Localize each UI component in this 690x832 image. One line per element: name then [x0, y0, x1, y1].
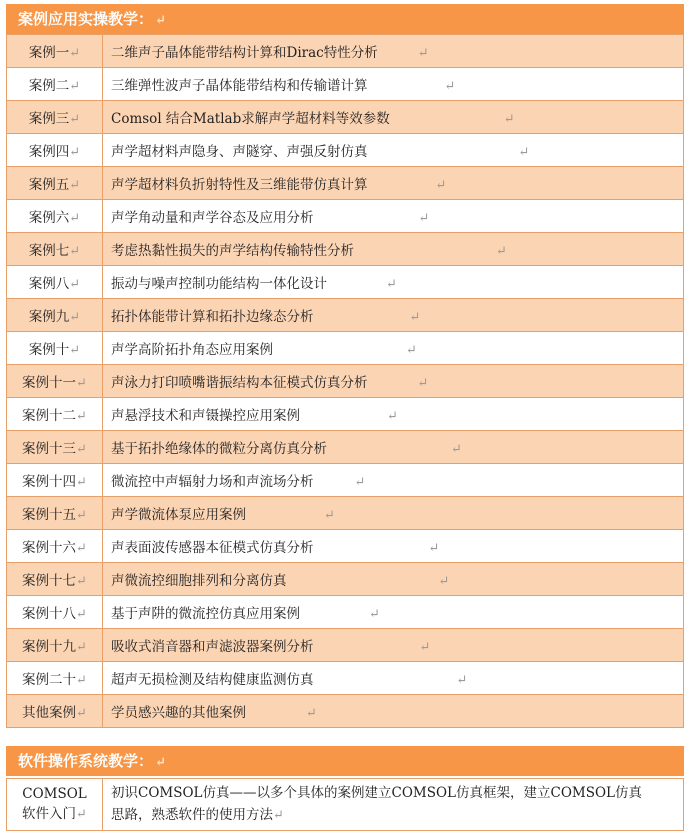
paragraph-mark-icon: ↵: [438, 574, 450, 589]
case-label: 案例八: [28, 276, 70, 292]
case-label: 案例十: [28, 342, 70, 358]
paragraph-mark-icon: ↵: [387, 409, 398, 424]
software-desc-cell: [103, 779, 684, 831]
case-description: 微流控中声辐射力场和声流场分析: [111, 474, 314, 490]
paragraph-mark-icon: ↵: [444, 79, 456, 94]
paragraph-mark-icon: ↵: [69, 46, 81, 61]
paragraph-mark-icon: ↵: [306, 706, 317, 721]
table-row: [7, 398, 684, 431]
software-table: [6, 778, 684, 831]
section-header-cases: [6, 4, 684, 34]
paragraph-mark-icon: ↵: [369, 607, 380, 622]
paragraph-mark-icon: ↵: [76, 541, 87, 556]
paragraph-mark-icon: ↵: [435, 178, 447, 193]
case-desc-cell: [103, 332, 684, 365]
case-label-cell: [7, 365, 103, 398]
paragraph-mark-icon: ↵: [324, 508, 335, 523]
case-desc-cell: [103, 497, 684, 530]
paragraph-mark-icon: ↵: [409, 310, 421, 325]
table-row: [7, 497, 684, 530]
paragraph-mark-icon: ↵: [69, 244, 81, 259]
paragraph-mark-icon: ↵: [386, 277, 397, 292]
paragraph-mark-icon: ↵: [273, 808, 284, 823]
paragraph-mark-icon: ↵: [76, 442, 87, 457]
case-desc-cell: [103, 266, 684, 299]
case-description: 声学角动量和声学谷态及应用分析: [111, 210, 314, 226]
paragraph-mark-icon: ↵: [69, 310, 81, 325]
case-desc-cell: [103, 464, 684, 497]
case-description: 声微流控细胞排列和分离仿真: [111, 573, 287, 589]
case-description: 声学超材料声隐身、声隧穿、声强反射仿真: [111, 144, 368, 160]
paragraph-mark-icon: ↵: [76, 508, 87, 523]
case-description: 超声无损检测及结构健康监测仿真: [111, 672, 314, 688]
case-label-cell: [7, 629, 103, 662]
table-row: [7, 233, 684, 266]
paragraph-mark-icon: ↵: [76, 706, 87, 721]
case-label-cell: [7, 134, 103, 167]
case-label-cell: [7, 101, 103, 134]
table-row: [7, 68, 684, 101]
case-label-cell: [7, 530, 103, 563]
case-label: 案例七: [28, 243, 70, 259]
case-desc-cell: [103, 563, 684, 596]
case-desc-cell: [103, 299, 684, 332]
case-label-cell: [7, 464, 103, 497]
table-row: [7, 134, 684, 167]
paragraph-mark-icon: ↵: [496, 244, 507, 259]
case-desc-cell: [103, 233, 684, 266]
case-label-cell: [7, 662, 103, 695]
paragraph-mark-icon: ↵: [76, 376, 87, 391]
case-description: 振动与噪声控制功能结构一体化设计: [111, 276, 327, 292]
case-label-cell: [7, 167, 103, 200]
case-label: 案例十三: [22, 441, 77, 457]
case-desc-cell: [103, 530, 684, 563]
paragraph-mark-icon: ↵: [155, 755, 166, 770]
case-label-cell: [7, 332, 103, 365]
software-desc-line2: 思路，熟悉软件的使用方法: [111, 807, 273, 823]
case-desc-cell: [103, 167, 684, 200]
paragraph-mark-icon: ↵: [69, 79, 81, 94]
paragraph-mark-icon: ↵: [69, 178, 81, 193]
case-description: 拓扑体能带计算和拓扑边缘态分析: [111, 309, 314, 325]
table-row: [7, 101, 684, 134]
table-row: [7, 596, 684, 629]
case-desc-cell: [103, 662, 684, 695]
case-label-cell: [7, 200, 103, 233]
paragraph-mark-icon: ↵: [418, 211, 430, 226]
case-label: 案例九: [28, 309, 70, 325]
case-desc-cell: [103, 695, 684, 728]
case-description: 声表面波传感器本征模式仿真分析: [111, 540, 314, 556]
paragraph-mark-icon: ↵: [406, 343, 417, 358]
paragraph-mark-icon: ↵: [417, 46, 429, 61]
table-row: [7, 167, 684, 200]
section-title-software: 软件操作系统教学：: [18, 752, 154, 770]
paragraph-mark-icon: ↵: [76, 607, 87, 622]
case-label-cell: [7, 431, 103, 464]
table-row: [7, 299, 684, 332]
case-desc-cell: [103, 200, 684, 233]
paragraph-mark-icon: ↵: [69, 277, 81, 292]
case-description: 基于拓扑绝缘体的微粒分离仿真分析: [111, 441, 327, 457]
paragraph-mark-icon: ↵: [428, 541, 440, 556]
table-row: [7, 779, 684, 831]
paragraph-mark-icon: ↵: [76, 475, 87, 490]
case-desc-cell: [103, 68, 684, 101]
case-label-cell: [7, 695, 103, 728]
case-label-cell: [7, 563, 103, 596]
case-label: 案例十一: [22, 375, 77, 391]
case-description: 学员感兴趣的其他案例: [111, 705, 246, 721]
section-header-software: [6, 746, 684, 776]
case-label: 案例二: [28, 78, 70, 94]
case-label-cell: [7, 299, 103, 332]
table-row: [7, 35, 684, 68]
case-label-cell: [7, 266, 103, 299]
case-label-cell: [7, 35, 103, 68]
case-label: 其他案例: [22, 705, 77, 721]
section-title-cases: 案例应用实操教学：: [18, 10, 154, 28]
software-label-line1: COMSOL: [22, 786, 87, 802]
paragraph-mark-icon: ↵: [76, 640, 87, 655]
case-desc-cell: [103, 101, 684, 134]
paragraph-mark-icon: ↵: [69, 211, 81, 226]
paragraph-mark-icon: ↵: [69, 145, 81, 160]
case-label: 案例十七: [22, 573, 77, 589]
case-description: 声悬浮技术和声镊操控应用案例: [111, 408, 300, 424]
case-description: 声学高阶拓扑角态应用案例: [111, 342, 273, 358]
table-row: [7, 695, 684, 728]
case-desc-cell: [103, 596, 684, 629]
paragraph-mark-icon: ↵: [503, 112, 515, 127]
case-description: 声学超材料负折射特性及三维能带仿真计算: [111, 177, 368, 193]
case-label-cell: [7, 596, 103, 629]
case-label-cell: [7, 68, 103, 101]
software-label-cell: [7, 779, 103, 831]
table-row: [7, 266, 684, 299]
paragraph-mark-icon: ↵: [69, 343, 81, 358]
paragraph-mark-icon: ↵: [354, 475, 366, 490]
case-desc-cell: [103, 629, 684, 662]
case-label: 案例十五: [22, 507, 77, 523]
paragraph-mark-icon: ↵: [417, 376, 429, 391]
paragraph-mark-icon: ↵: [76, 574, 87, 589]
case-desc-cell: [103, 365, 684, 398]
cases-table: [6, 34, 684, 728]
table-row: [7, 530, 684, 563]
paragraph-mark-icon: ↵: [76, 409, 87, 424]
case-label: 案例六: [28, 210, 70, 226]
paragraph-mark-icon: ↵: [76, 807, 87, 822]
table-row: [7, 332, 684, 365]
case-description: 声泳力打印喷嘴谐振结构本征模式仿真分析: [111, 375, 368, 391]
case-label: 案例十九: [22, 639, 77, 655]
case-label-cell: [7, 398, 103, 431]
paragraph-mark-icon: ↵: [518, 145, 530, 160]
case-label: 案例四: [28, 144, 70, 160]
case-desc-cell: [103, 398, 684, 431]
paragraph-mark-icon: ↵: [419, 640, 431, 655]
table-row: [7, 563, 684, 596]
case-description: Comsol 结合Matlab求解声学超材料等效参数: [111, 111, 390, 127]
paragraph-mark-icon: ↵: [155, 13, 166, 28]
table-row: [7, 629, 684, 662]
case-label: 案例一: [28, 45, 70, 61]
case-label-cell: [7, 233, 103, 266]
case-label: 案例三: [28, 111, 70, 127]
case-label: 案例十四: [22, 474, 77, 490]
table-row: [7, 464, 684, 497]
case-description: 声学微流体泵应用案例: [111, 507, 246, 523]
case-desc-cell: [103, 431, 684, 464]
case-label: 案例十八: [22, 606, 77, 622]
table-row: [7, 431, 684, 464]
case-desc-cell: [103, 134, 684, 167]
table-row: [7, 662, 684, 695]
paragraph-mark-icon: ↵: [76, 673, 87, 688]
case-desc-cell: [103, 35, 684, 68]
case-description: 三维弹性波声子晶体能带结构和传输谱计算: [111, 78, 368, 94]
paragraph-mark-icon: ↵: [69, 112, 81, 127]
table-row: [7, 365, 684, 398]
case-description: 基于声阱的微流控仿真应用案例: [111, 606, 300, 622]
software-label-line2: 软件入门: [22, 806, 77, 822]
paragraph-mark-icon: ↵: [451, 442, 462, 457]
table-row: [7, 200, 684, 233]
case-description: 二维声子晶体能带结构计算和Dirac特性分析: [111, 45, 378, 61]
case-description: 考虑热黏性损失的声学结构传输特性分析: [111, 243, 354, 259]
case-label: 案例十六: [22, 540, 77, 556]
case-label: 案例五: [28, 177, 70, 193]
paragraph-mark-icon: ↵: [456, 673, 468, 688]
case-description: 吸收式消音器和声滤波器案例分析: [111, 639, 314, 655]
case-label-cell: [7, 497, 103, 530]
case-label: 案例二十: [22, 672, 77, 688]
software-desc-line1: 初识COMSOL仿真——以多个具体的案例建立COMSOL仿真框架，建立COMSOL仿真: [111, 785, 643, 801]
case-label: 案例十二: [22, 408, 77, 424]
